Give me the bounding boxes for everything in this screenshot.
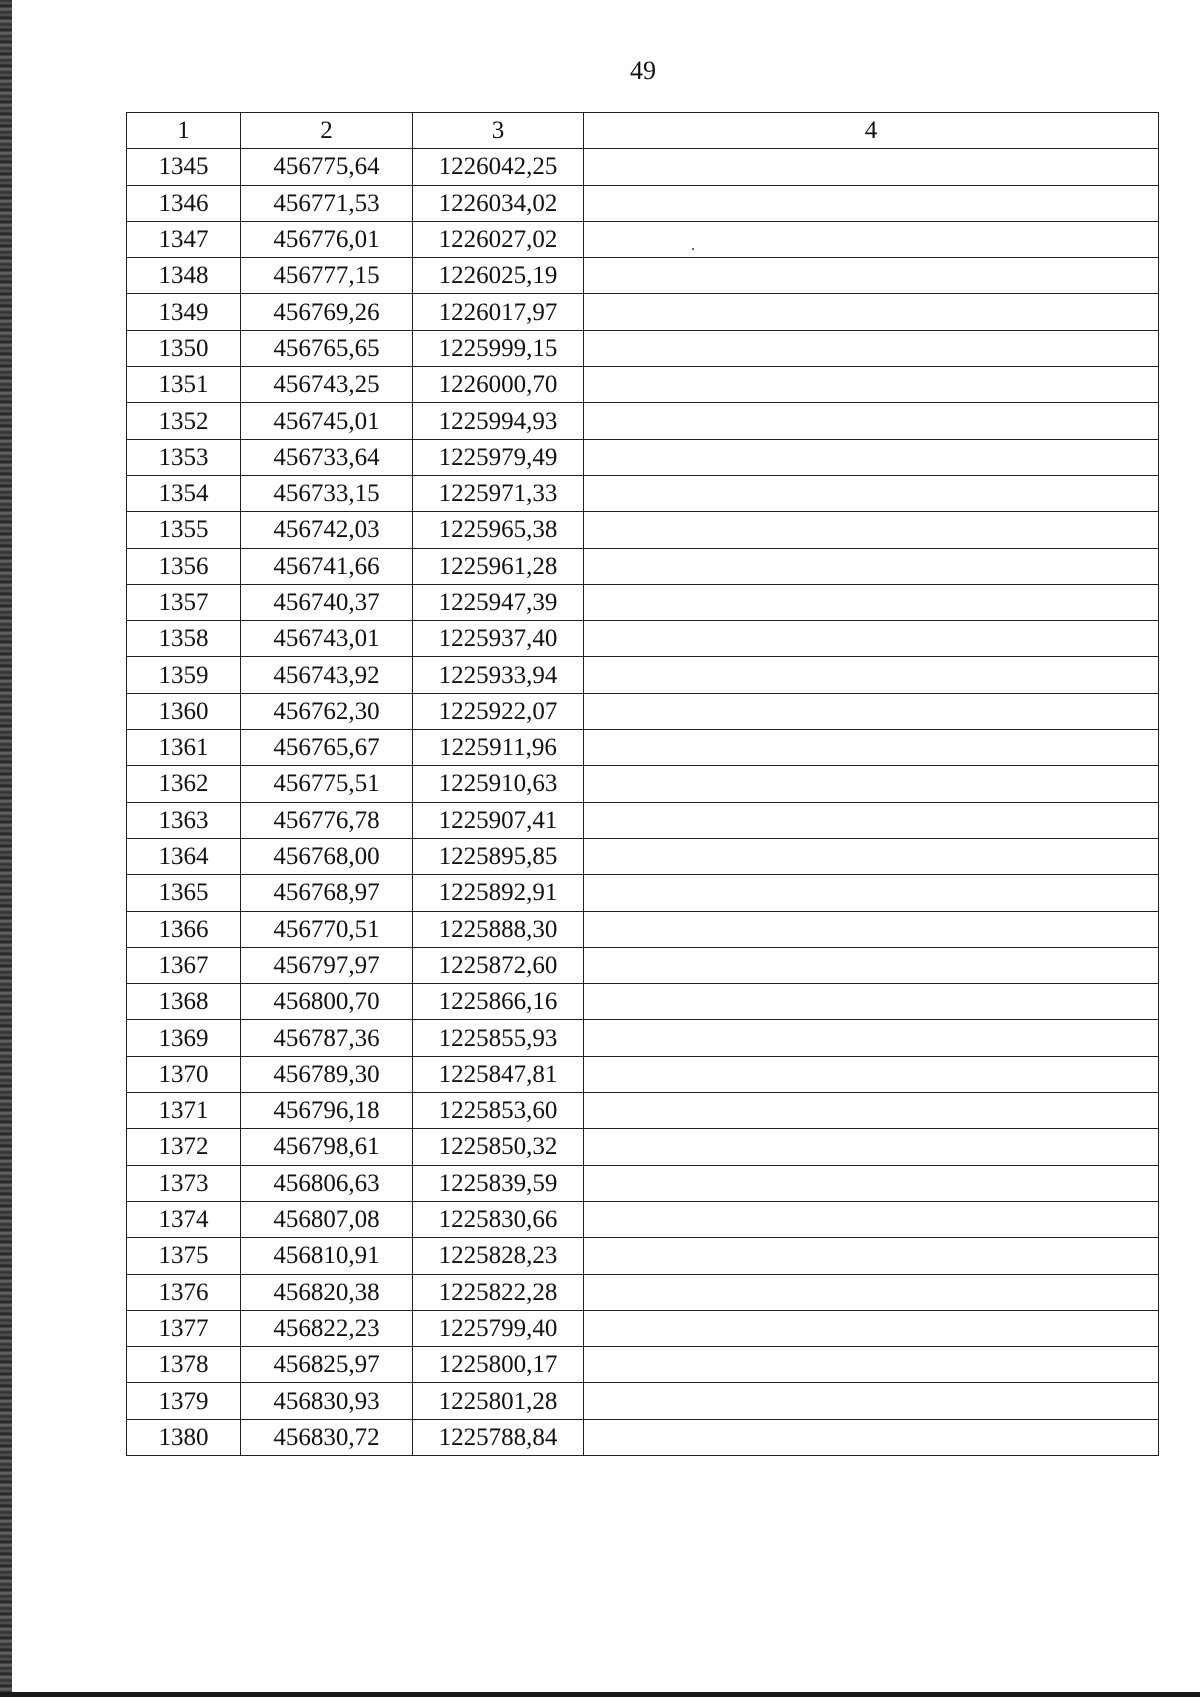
table-cell-col-1: 1349 bbox=[127, 294, 241, 330]
table-cell-col-4 bbox=[584, 1274, 1159, 1310]
table-cell-col-4 bbox=[584, 766, 1159, 802]
table-row bbox=[127, 1274, 1159, 1310]
table-cell-col-1: 1376 bbox=[127, 1274, 241, 1310]
table-cell-col-2: 456798,61 bbox=[241, 1129, 413, 1165]
table-row bbox=[127, 1383, 1159, 1419]
table-cell-col-3: 1226000,70 bbox=[413, 367, 584, 403]
table-cell-col-3: 1225839,59 bbox=[413, 1165, 584, 1201]
table-cell-col-2: 456769,26 bbox=[241, 294, 413, 330]
table-cell-col-2: 456797,97 bbox=[241, 947, 413, 983]
table-row bbox=[127, 1419, 1159, 1455]
table-row bbox=[127, 657, 1159, 693]
table-cell-col-3: 1225922,07 bbox=[413, 693, 584, 729]
table-cell-col-1: 1362 bbox=[127, 766, 241, 802]
table-row bbox=[127, 1238, 1159, 1274]
table-cell-col-2: 456789,30 bbox=[241, 1056, 413, 1092]
table-cell-col-3: 1225910,63 bbox=[413, 766, 584, 802]
table-cell-col-3: 1225847,81 bbox=[413, 1056, 584, 1092]
table-cell-col-1: 1346 bbox=[127, 185, 241, 221]
header-col-4: 4 bbox=[584, 113, 1159, 149]
table-row bbox=[127, 730, 1159, 766]
table-cell-col-2: 456776,01 bbox=[241, 221, 413, 257]
table-cell-col-2: 456777,15 bbox=[241, 258, 413, 294]
table-row bbox=[127, 984, 1159, 1020]
table-cell-col-3: 1225866,16 bbox=[413, 984, 584, 1020]
table-row bbox=[127, 367, 1159, 403]
table-cell-col-4 bbox=[584, 149, 1159, 185]
table-cell-col-1: 1379 bbox=[127, 1383, 241, 1419]
table-row bbox=[127, 584, 1159, 620]
table-cell-col-3: 1226042,25 bbox=[413, 149, 584, 185]
table-cell-col-4 bbox=[584, 1020, 1159, 1056]
table-cell-col-3: 1225892,91 bbox=[413, 875, 584, 911]
table-row bbox=[127, 947, 1159, 983]
table-cell-col-4 bbox=[584, 1419, 1159, 1455]
table-cell-col-2: 456775,64 bbox=[241, 149, 413, 185]
table-cell-col-4 bbox=[584, 475, 1159, 511]
table-row bbox=[127, 439, 1159, 475]
table-cell-col-4 bbox=[584, 548, 1159, 584]
table-cell-col-3: 1226025,19 bbox=[413, 258, 584, 294]
scan-edge bbox=[0, 0, 12, 1697]
table-cell-col-2: 456825,97 bbox=[241, 1347, 413, 1383]
table-cell-col-1: 1368 bbox=[127, 984, 241, 1020]
table-cell-col-4 bbox=[584, 1238, 1159, 1274]
table-cell-col-3: 1225937,40 bbox=[413, 621, 584, 657]
table-cell-col-3: 1225911,96 bbox=[413, 730, 584, 766]
table-row bbox=[127, 1310, 1159, 1346]
table-row bbox=[127, 185, 1159, 221]
table-cell-col-2: 456762,30 bbox=[241, 693, 413, 729]
table-cell-col-4 bbox=[584, 294, 1159, 330]
table-cell-col-4 bbox=[584, 1383, 1159, 1419]
table-cell-col-3: 1225961,28 bbox=[413, 548, 584, 584]
table-cell-col-4 bbox=[584, 657, 1159, 693]
page-bottom-edge bbox=[0, 1692, 1200, 1697]
table-cell-col-4 bbox=[584, 875, 1159, 911]
table-cell-col-3: 1225999,15 bbox=[413, 330, 584, 366]
table-cell-col-1: 1354 bbox=[127, 475, 241, 511]
table-cell-col-2: 456787,36 bbox=[241, 1020, 413, 1056]
table-row bbox=[127, 621, 1159, 657]
table-cell-col-2: 456733,15 bbox=[241, 475, 413, 511]
table-row bbox=[127, 221, 1159, 257]
table-cell-col-2: 456768,97 bbox=[241, 875, 413, 911]
table-row bbox=[127, 258, 1159, 294]
table-row bbox=[127, 802, 1159, 838]
table-cell-col-2: 456740,37 bbox=[241, 584, 413, 620]
table-cell-col-3: 1225800,17 bbox=[413, 1347, 584, 1383]
table-cell-col-4 bbox=[584, 838, 1159, 874]
table-cell-col-1: 1361 bbox=[127, 730, 241, 766]
table-cell-col-4 bbox=[584, 947, 1159, 983]
table-row bbox=[127, 149, 1159, 185]
table-cell-col-1: 1352 bbox=[127, 403, 241, 439]
table-cell-col-2: 456776,78 bbox=[241, 802, 413, 838]
table-cell-col-2: 456807,08 bbox=[241, 1201, 413, 1237]
table-cell-col-4 bbox=[584, 221, 1159, 257]
table-cell-col-1: 1371 bbox=[127, 1093, 241, 1129]
table-cell-col-2: 456745,01 bbox=[241, 403, 413, 439]
table-cell-col-2: 456800,70 bbox=[241, 984, 413, 1020]
table-row bbox=[127, 1093, 1159, 1129]
table-cell-col-2: 456741,66 bbox=[241, 548, 413, 584]
table-cell-col-4 bbox=[584, 1310, 1159, 1346]
table-cell-col-1: 1374 bbox=[127, 1201, 241, 1237]
table-cell-col-4 bbox=[584, 730, 1159, 766]
table-cell-col-2: 456743,01 bbox=[241, 621, 413, 657]
table-cell-col-1: 1370 bbox=[127, 1056, 241, 1092]
table-cell-col-3: 1225971,33 bbox=[413, 475, 584, 511]
table-cell-col-4 bbox=[584, 403, 1159, 439]
table-cell-col-4 bbox=[584, 1347, 1159, 1383]
table-row bbox=[127, 475, 1159, 511]
table-cell-col-1: 1347 bbox=[127, 221, 241, 257]
table-cell-col-1: 1365 bbox=[127, 875, 241, 911]
table-cell-col-4 bbox=[584, 512, 1159, 548]
table-cell-col-3: 1225965,38 bbox=[413, 512, 584, 548]
table-row bbox=[127, 1347, 1159, 1383]
table-cell-col-4 bbox=[584, 1056, 1159, 1092]
table-row bbox=[127, 1129, 1159, 1165]
header-col-3: 3 bbox=[413, 113, 584, 149]
table-cell-col-1: 1359 bbox=[127, 657, 241, 693]
header-col-1: 1 bbox=[127, 113, 241, 149]
table-cell-col-1: 1355 bbox=[127, 512, 241, 548]
page-number: 49 bbox=[630, 56, 656, 85]
table-cell-col-1: 1364 bbox=[127, 838, 241, 874]
table-cell-col-2: 456830,93 bbox=[241, 1383, 413, 1419]
table-row bbox=[127, 911, 1159, 947]
table-cell-col-3: 1225979,49 bbox=[413, 439, 584, 475]
table-row bbox=[127, 1056, 1159, 1092]
table-cell-col-4 bbox=[584, 584, 1159, 620]
table-cell-col-2: 456806,63 bbox=[241, 1165, 413, 1201]
table-cell-col-1: 1356 bbox=[127, 548, 241, 584]
table-cell-col-1: 1366 bbox=[127, 911, 241, 947]
table-header-row bbox=[127, 113, 1159, 149]
table-cell-col-2: 456768,00 bbox=[241, 838, 413, 874]
coordinates-table bbox=[126, 112, 1159, 1456]
table-cell-col-2: 456742,03 bbox=[241, 512, 413, 548]
table-row bbox=[127, 1020, 1159, 1056]
table-cell-col-4 bbox=[584, 621, 1159, 657]
table-cell-col-1: 1358 bbox=[127, 621, 241, 657]
table-cell-col-3: 1225850,32 bbox=[413, 1129, 584, 1165]
table-row bbox=[127, 294, 1159, 330]
table-cell-col-2: 456822,23 bbox=[241, 1310, 413, 1346]
table-cell-col-4 bbox=[584, 984, 1159, 1020]
table-cell-col-2: 456733,64 bbox=[241, 439, 413, 475]
table-cell-col-3: 1225828,23 bbox=[413, 1238, 584, 1274]
table-cell-col-1: 1369 bbox=[127, 1020, 241, 1056]
table-cell-col-1: 1373 bbox=[127, 1165, 241, 1201]
header-col-2: 2 bbox=[241, 113, 413, 149]
table-cell-col-3: 1225947,39 bbox=[413, 584, 584, 620]
table-cell-col-4 bbox=[584, 258, 1159, 294]
table-cell-col-3: 1225907,41 bbox=[413, 802, 584, 838]
table-cell-col-2: 456765,65 bbox=[241, 330, 413, 366]
table-cell-col-4 bbox=[584, 1165, 1159, 1201]
table-cell-col-1: 1348 bbox=[127, 258, 241, 294]
table-cell-col-4 bbox=[584, 439, 1159, 475]
table-row bbox=[127, 1201, 1159, 1237]
table-cell-col-1: 1367 bbox=[127, 947, 241, 983]
table-cell-col-2: 456796,18 bbox=[241, 1093, 413, 1129]
table-cell-col-4 bbox=[584, 1201, 1159, 1237]
table-row bbox=[127, 512, 1159, 548]
table-cell-col-2: 456775,51 bbox=[241, 766, 413, 802]
table-row bbox=[127, 766, 1159, 802]
table-cell-col-3: 1225801,28 bbox=[413, 1383, 584, 1419]
table-cell-col-4 bbox=[584, 911, 1159, 947]
table-cell-col-1: 1363 bbox=[127, 802, 241, 838]
table-cell-col-2: 456820,38 bbox=[241, 1274, 413, 1310]
table-cell-col-1: 1350 bbox=[127, 330, 241, 366]
table-cell-col-2: 456770,51 bbox=[241, 911, 413, 947]
table-row bbox=[127, 1165, 1159, 1201]
table-cell-col-4 bbox=[584, 330, 1159, 366]
table-cell-col-1: 1360 bbox=[127, 693, 241, 729]
table-row bbox=[127, 838, 1159, 874]
table-cell-col-4 bbox=[584, 185, 1159, 221]
table-cell-col-2: 456743,25 bbox=[241, 367, 413, 403]
table-cell-col-1: 1377 bbox=[127, 1310, 241, 1346]
table-row bbox=[127, 403, 1159, 439]
table-cell-col-3: 1225933,94 bbox=[413, 657, 584, 693]
table-cell-col-3: 1226034,02 bbox=[413, 185, 584, 221]
table-cell-col-1: 1357 bbox=[127, 584, 241, 620]
table-cell-col-1: 1345 bbox=[127, 149, 241, 185]
table-cell-col-1: 1353 bbox=[127, 439, 241, 475]
table-cell-col-4 bbox=[584, 1129, 1159, 1165]
table-cell-col-3: 1225888,30 bbox=[413, 911, 584, 947]
table-cell-col-3: 1225799,40 bbox=[413, 1310, 584, 1346]
table-cell-col-3: 1225872,60 bbox=[413, 947, 584, 983]
table-cell-col-4 bbox=[584, 1093, 1159, 1129]
table-cell-col-2: 456771,53 bbox=[241, 185, 413, 221]
table-cell-col-3: 1226017,97 bbox=[413, 294, 584, 330]
table-cell-col-1: 1378 bbox=[127, 1347, 241, 1383]
table-cell-col-3: 1225994,93 bbox=[413, 403, 584, 439]
table-cell-col-3: 1225788,84 bbox=[413, 1419, 584, 1455]
table-cell-col-1: 1380 bbox=[127, 1419, 241, 1455]
table-row bbox=[127, 875, 1159, 911]
scan-speck bbox=[692, 248, 694, 250]
table-cell-col-1: 1372 bbox=[127, 1129, 241, 1165]
table-cell-col-2: 456743,92 bbox=[241, 657, 413, 693]
table-row bbox=[127, 548, 1159, 584]
table-row bbox=[127, 693, 1159, 729]
table-cell-col-3: 1225822,28 bbox=[413, 1274, 584, 1310]
table-cell-col-3: 1226027,02 bbox=[413, 221, 584, 257]
table-cell-col-3: 1225895,85 bbox=[413, 838, 584, 874]
table-row bbox=[127, 330, 1159, 366]
table-cell-col-4 bbox=[584, 802, 1159, 838]
table-cell-col-3: 1225830,66 bbox=[413, 1201, 584, 1237]
table-cell-col-4 bbox=[584, 367, 1159, 403]
table-cell-col-2: 456810,91 bbox=[241, 1238, 413, 1274]
table-cell-col-3: 1225855,93 bbox=[413, 1020, 584, 1056]
table-cell-col-4 bbox=[584, 693, 1159, 729]
table-cell-col-3: 1225853,60 bbox=[413, 1093, 584, 1129]
table-cell-col-1: 1351 bbox=[127, 367, 241, 403]
table-cell-col-1: 1375 bbox=[127, 1238, 241, 1274]
table-cell-col-2: 456830,72 bbox=[241, 1419, 413, 1455]
table-cell-col-2: 456765,67 bbox=[241, 730, 413, 766]
